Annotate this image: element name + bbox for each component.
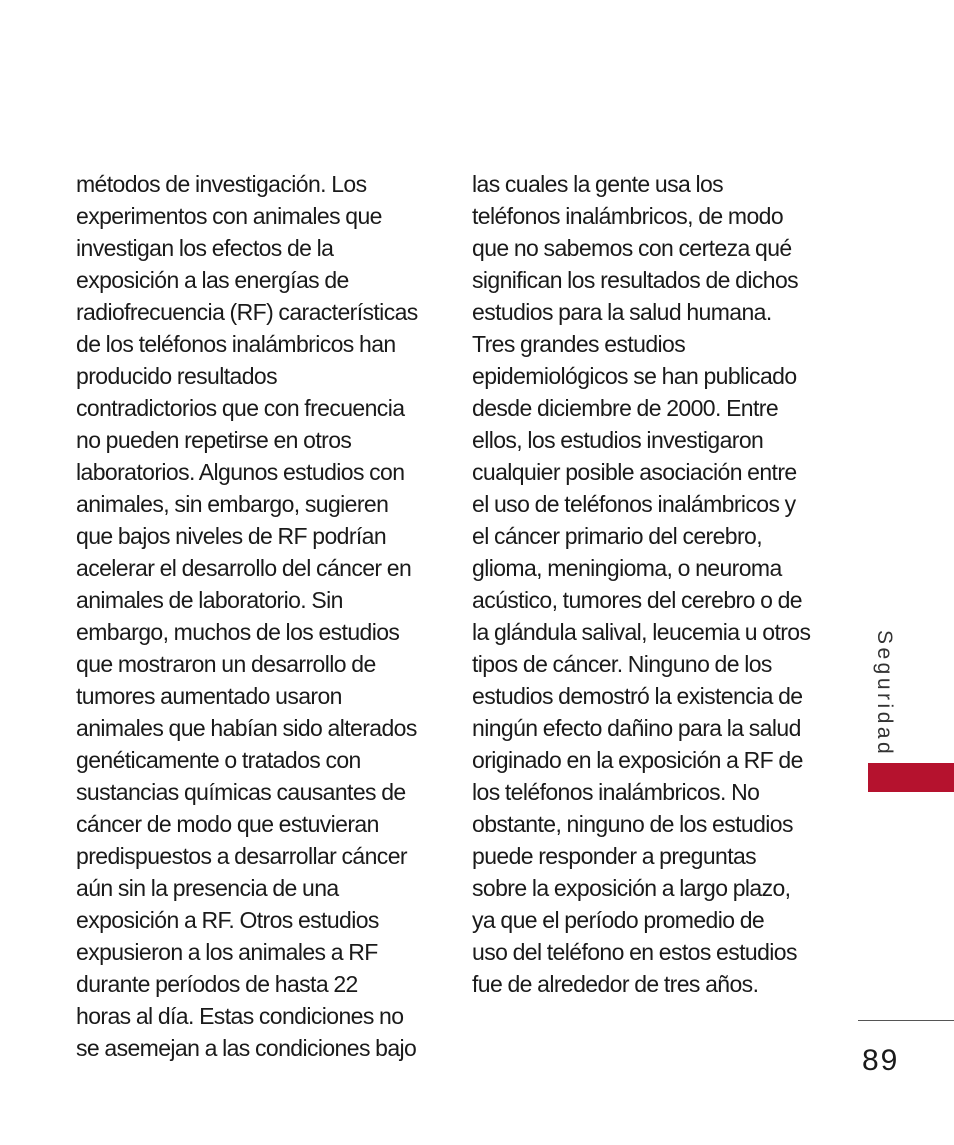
page-number: 89: [862, 1044, 900, 1077]
text-line: los teléfonos inalámbricos. No: [472, 779, 760, 805]
text-line: métodos de investigación. Los: [76, 171, 367, 197]
text-line: exposición a las energías de: [76, 267, 349, 293]
text-line: estudios para la salud humana.: [472, 299, 772, 325]
text-line: uso del teléfono en estos estudios: [472, 939, 797, 965]
text-line: significan los resultados de dichos: [472, 267, 799, 293]
left-text-column: [76, 168, 428, 1064]
text-line: puede responder a preguntas: [472, 843, 757, 869]
text-line: tipos de cáncer. Ninguno de los: [472, 651, 772, 677]
text-line: acelerar el desarrollo del cáncer en: [76, 555, 412, 581]
text-line: animales, sin embargo, sugieren: [76, 491, 389, 517]
text-line: epidemiológicos se han publicado: [472, 363, 797, 389]
text-line: teléfonos inalámbricos, de modo: [472, 203, 784, 229]
text-line: horas al día. Estas condiciones no: [76, 1003, 404, 1029]
text-line: cáncer de modo que estuvieran: [76, 811, 379, 837]
text-line: ningún efecto dañino para la salud: [472, 715, 801, 741]
footer-divider: [858, 1020, 954, 1021]
text-line: tumores aumentado usaron: [76, 683, 342, 709]
text-line: las cuales la gente usa los: [472, 171, 724, 197]
text-line: el uso de teléfonos inalámbricos y: [472, 491, 796, 517]
text-line: producido resultados: [76, 363, 278, 389]
text-line: el cáncer primario del cerebro,: [472, 523, 763, 549]
text-line: estudios demostró la existencia de: [472, 683, 803, 709]
text-line: ya que el período promedio de: [472, 907, 765, 933]
text-line: embargo, muchos de los estudios: [76, 619, 400, 645]
text-line: animales que habían sido alterados: [76, 715, 417, 741]
text-line: experimentos con animales que: [76, 203, 382, 229]
text-line: sobre la exposición a largo plazo,: [472, 875, 791, 901]
text-line: cualquier posible asociación entre: [472, 459, 797, 485]
text-line: fue de alrededor de tres años.: [472, 971, 759, 997]
text-line: durante períodos de hasta 22: [76, 971, 358, 997]
text-line: laboratorios. Algunos estudios con: [76, 459, 405, 485]
text-line: contradictorios que con frecuencia: [76, 395, 405, 421]
text-line: que mostraron un desarrollo de: [76, 651, 376, 677]
text-line: aún sin la presencia de una: [76, 875, 339, 901]
text-line: originado en la exposición a RF de: [472, 747, 803, 773]
text-line: glioma, meningioma, o neuroma: [472, 555, 782, 581]
section-tab-marker: [868, 763, 954, 792]
text-line: genéticamente o tratados con: [76, 747, 361, 773]
text-line: animales de laboratorio. Sin: [76, 587, 343, 613]
text-line: que bajos niveles de RF podrían: [76, 523, 387, 549]
text-line: sustancias químicas causantes de: [76, 779, 406, 805]
right-text-column: [472, 168, 824, 1000]
section-label: Seguridad: [873, 630, 896, 758]
text-line: predispuestos a desarrollar cáncer: [76, 843, 407, 869]
text-line: exposición a RF. Otros estudios: [76, 907, 379, 933]
text-line: Tres grandes estudios: [472, 331, 686, 357]
text-line: la glándula salival, leucemia u otros: [472, 619, 811, 645]
text-line: acústico, tumores del cerebro o de: [472, 587, 802, 613]
text-line: radiofrecuencia (RF) características: [76, 299, 418, 325]
text-line: no pueden repetirse en otros: [76, 427, 352, 453]
text-line: se asemejan a las condiciones bajo: [76, 1035, 417, 1061]
text-line: de los teléfonos inalámbricos han: [76, 331, 396, 357]
text-line: ellos, los estudios investigaron: [472, 427, 764, 453]
text-line: desde diciembre de 2000. Entre: [472, 395, 779, 421]
text-line: que no sabemos con certeza qué: [472, 235, 792, 261]
text-line: obstante, ninguno de los estudios: [472, 811, 793, 837]
text-line: investigan los efectos de la: [76, 235, 334, 261]
text-line: expusieron a los animales a RF: [76, 939, 378, 965]
